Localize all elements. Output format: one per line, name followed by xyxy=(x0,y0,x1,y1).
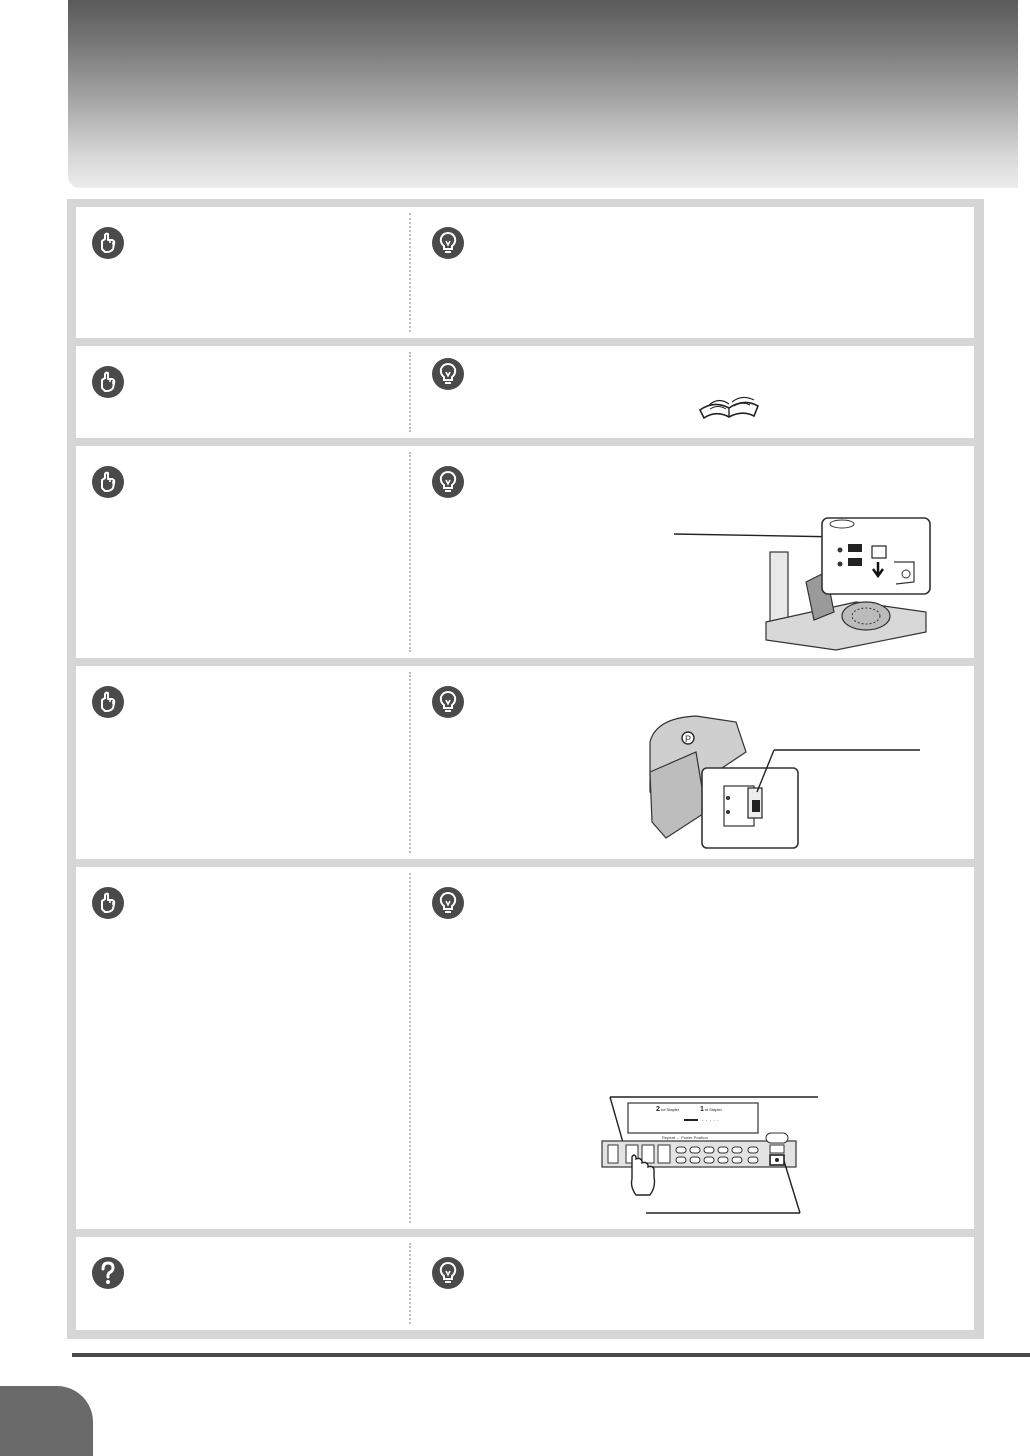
svg-text:P: P xyxy=(685,734,692,744)
footer-rule xyxy=(72,1353,1030,1357)
display-upper-suffix: nd Stapler xyxy=(661,1107,680,1112)
light-bulb-icon xyxy=(432,227,464,259)
light-bulb-icon xyxy=(432,466,464,498)
pointing-hand-icon xyxy=(92,887,124,919)
column-divider xyxy=(409,352,411,432)
troubleshooting-table xyxy=(67,199,984,1339)
column-divider xyxy=(409,213,411,332)
table-row xyxy=(76,1237,974,1330)
table-row xyxy=(76,207,974,338)
stapler-unit-illustration xyxy=(666,512,956,652)
page-tab xyxy=(0,1386,93,1456)
column-divider xyxy=(409,672,411,853)
column-divider xyxy=(409,1243,411,1324)
light-bulb-icon xyxy=(432,1257,464,1289)
column-divider xyxy=(409,452,411,652)
table-row xyxy=(76,666,974,859)
question-mark-icon xyxy=(92,1257,124,1289)
header-band xyxy=(68,0,1018,188)
display-bottom-label: Repeat ← Power Position xyxy=(662,1135,708,1140)
pointing-hand-icon xyxy=(92,227,124,259)
pointing-hand-icon xyxy=(92,366,124,398)
light-bulb-icon xyxy=(432,358,464,390)
table-row xyxy=(76,867,974,1229)
display-upper-label: 2 xyxy=(656,1106,660,1113)
pointing-hand-icon xyxy=(92,686,124,718)
svg-text:· · · · ·: · · · · · xyxy=(702,1118,719,1124)
column-divider xyxy=(409,873,411,1223)
pointing-hand-icon xyxy=(92,466,124,498)
display-right-label: 1 xyxy=(700,1106,704,1113)
stapler-switch-illustration xyxy=(636,712,926,852)
light-bulb-icon xyxy=(432,887,464,919)
control-panel-illustration xyxy=(586,1087,826,1217)
light-bulb-icon xyxy=(432,686,464,718)
table-row xyxy=(76,346,974,438)
table-row xyxy=(76,446,974,658)
display-right-suffix: st Stapler xyxy=(705,1107,722,1112)
open-book-icon xyxy=(696,390,762,420)
